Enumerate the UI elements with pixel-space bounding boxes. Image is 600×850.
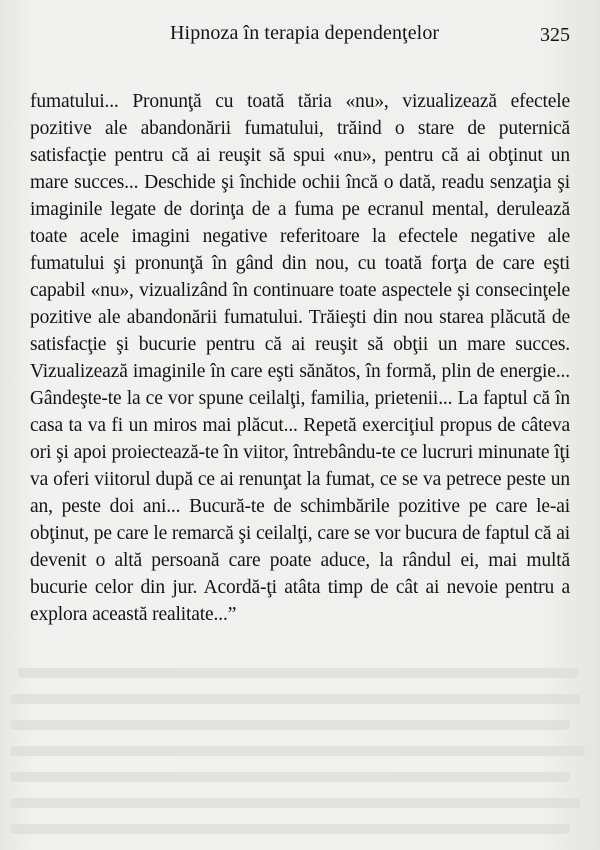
running-title: Hipnoza în terapia dependenţelor [170, 22, 440, 44]
running-header [0, 22, 600, 52]
body-paragraph: fumatului... Pronunţă cu toată tăria «nu», vizualizează efectele pozitive ale abandonării fumatului, trăind o stare de puternică satisfacţie pentru că ai reuşit să spui «nu», pentru că ai obţinut un mare succes... Deschide şi închide ochii încă o dată, readu senzaţia şi imaginile legate de dorinţa de a fuma pe ecranul mental, derulează toate acele imagini negative referitoare la efectele negative ale fumatului şi pronunţă în gând din nou, cu toată forţa de care eşti capabil «nu», vizualizând în continuare toate aspectele şi consecinţele pozitive ale abandonării fumatului. Trăieşti din nou starea plăcută de satisfacţie şi bucurie pentru că ai reuşit să obţii un mare succes. Vizualizează imaginile în care eşti sănătos, în formă, plin de energie... Gândeşte-te la ce vor spune ceilalţi, familia, prietenii... La faptul că în casa ta va fi un miros mai plăcut... Repetă exerciţiul propus de câteva ori şi apoi proiectează-te în viitor, întrebându-te ce lucruri minunate îţi va oferi viitorul după ce ai renunţat la fumat, ce se va petrece peste un an, peste doi ani... Bucură-te de schimbările pozitive pe care le-ai obţinut, pe care le remarcă şi ceilalţi, care se vor bucura de faptul că ai devenit o altă persoană care poate aduce, la rândul ei, mai multă bucurie celor din jur. Acordă-ţi atâta timp de cât ai nevoie pentru a explora această realitate...” [30, 91, 570, 625]
page-number: 325 [540, 24, 570, 46]
